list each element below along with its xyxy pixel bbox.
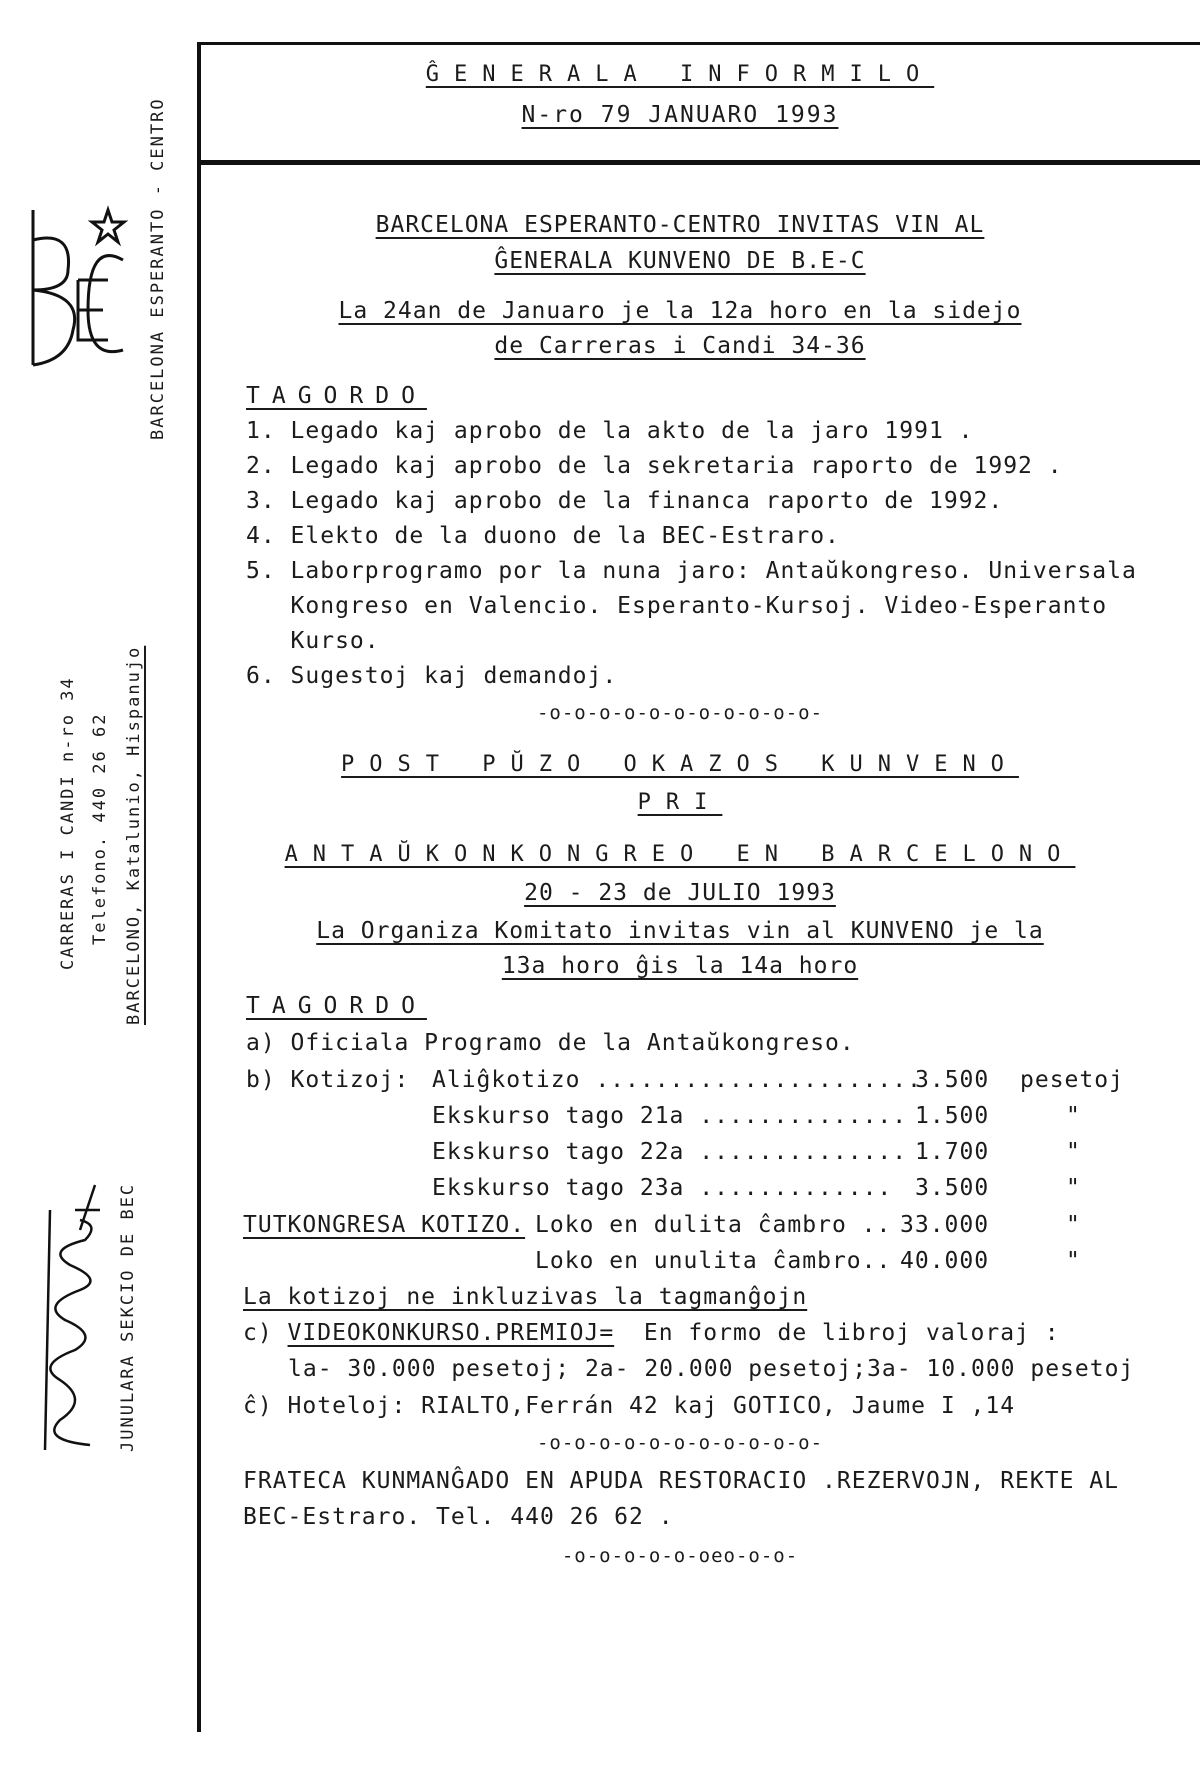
agenda-title: TAGORDO [246,383,427,409]
video-contest-heading: VIDEOKONKURSO.PREMIOJ= [287,1320,615,1346]
fee-amount: 3.500 [915,1175,990,1201]
separator: -o-o-o-o-o-o-o-o-o-o-o- [536,1432,824,1454]
bec-logo-icon [28,200,128,370]
fee-name: Aliĝkotizo ...................... [432,1067,922,1093]
fee-unit: " [1066,1103,1081,1129]
meeting-invite-line2: ĜENERALA KUNVENO DE B.E-C [494,248,866,274]
agenda-item: 2. Legado kaj aprobo de la sekretaria raporto de 1992 . [246,453,1063,479]
item-c-label: c) [243,1320,288,1346]
video-contest-prizes: la- 30.000 pesetoj; 2a- 20.000 pesetoj;3a- 10.000 pesetoj [288,1356,1135,1382]
phone-vertical: Telefono. 440 26 62 [90,712,110,945]
congress-item-c [243,1320,1060,1346]
youth-section-vertical: JUNULARA SEKCIO DE BEC [118,1182,138,1452]
meeting-date-line2: de Carreras i Candi 34-36 [494,333,866,359]
agenda-item: 3. Legado kaj aprobo de la financa raporto de 1992. [246,488,1004,514]
top-rule [197,42,1200,45]
dinner-line1: FRATECA KUNMANĜADO EN APUDA RESTORACIO .REZERVOJN, REKTE AL [243,1468,1119,1494]
meals-note: La kotizoj ne inkluzivas la tagmanĝojn [243,1284,808,1310]
video-contest-text: En formo de libroj valoraj : [614,1320,1060,1346]
congress-agenda-title: TAGORDO [246,993,427,1019]
header-rule [197,160,1200,165]
address-vertical: CARRERAS I CANDI n-ro 34 [58,676,78,970]
congress-title-event: ANTAŬKONKONGREO EN BARCELONO [284,842,1076,867]
agenda-item: Kongreso en Valencio. Esperanto-Kursoj. Video-Esperanto [246,593,1108,619]
left-margin-rule [197,42,201,1732]
fee-unit: " [1066,1175,1081,1201]
congress-invite-line1: La Organiza Komitato invitas vin al KUNVENO je la [316,918,1044,944]
full-fee-name: Loko en dulita ĉambro .. [535,1212,892,1238]
congress-dates: 20 - 23 de JULIO 1993 [524,880,836,906]
congress-title-pri: PRI [637,790,723,815]
fees-label: b) Kotizoj: [246,1067,410,1093]
signature-icon [20,1130,110,1460]
full-fee-unit: " [1066,1248,1081,1274]
agenda-item: 1. Legado kaj aprobo de la akto de la jaro 1991 . [246,418,974,444]
fee-unit: pesetoj [1020,1067,1124,1093]
separator: -o-o-o-o-o-oeo-o-o- [561,1545,799,1567]
separator: -o-o-o-o-o-o-o-o-o-o-o- [536,702,824,724]
full-fee-amount: 40.000 [900,1248,990,1274]
fee-unit: " [1066,1139,1081,1165]
fee-name: Ekskurso tago 23a ............. [432,1175,893,1201]
congress-item-hotels: ĉ) Hoteloj: RIALTO,Ferrán 42 kaj GOTICO, Jaume I ,14 [243,1393,1016,1419]
fee-amount: 1.700 [915,1139,990,1165]
agenda-item: 4. Elekto de la duono de la BEC-Estraro. [246,523,840,549]
meeting-invite-line1: BARCELONA ESPERANTO-CENTRO INVITAS VIN AL [375,212,985,238]
full-fee-label: TUTKONGRESA KOTIZO. [243,1212,526,1238]
dinner-line2: BEC-Estraro. Tel. 440 26 62 . [243,1504,674,1530]
bulletin-title: ĜENERALA INFORMILO [425,62,935,87]
meeting-date-line1: La 24an de Januaro je la 12a horo en la sidejo [338,298,1022,324]
congress-title: POST PŬZO OKAZOS KUNVENO [341,752,1019,777]
issue-line: N-ro 79 JANUARO 1993 [521,102,839,128]
fee-amount: 1.500 [915,1103,990,1129]
fee-name: Ekskurso tago 21a .............. [432,1103,908,1129]
full-fee-amount: 33.000 [900,1212,990,1238]
agenda-item: 5. Laborprogramo por la nuna jaro: Antaŭkongreso. Universala [246,558,1137,584]
center-name-vertical: BARCELONA ESPERANTO - CENTRO [148,97,168,440]
fee-name: Ekskurso tago 22a .............. [432,1139,908,1165]
full-fee-name: Loko en unulita ĉambro.. [535,1248,892,1274]
full-fee-unit: " [1066,1212,1081,1238]
congress-item-a: a) Oficiala Programo de la Antaŭkongreso. [246,1030,855,1056]
agenda-item: Kurso. [246,628,380,654]
congress-invite-line2: 13a horo ĝis la 14a horo [501,953,859,979]
fee-amount: 3.500 [915,1067,990,1093]
city-vertical: BARCELONO, Katalunio, Hispanujo [124,645,144,1025]
agenda-item: 6. Sugestoj kaj demandoj. [246,663,618,689]
